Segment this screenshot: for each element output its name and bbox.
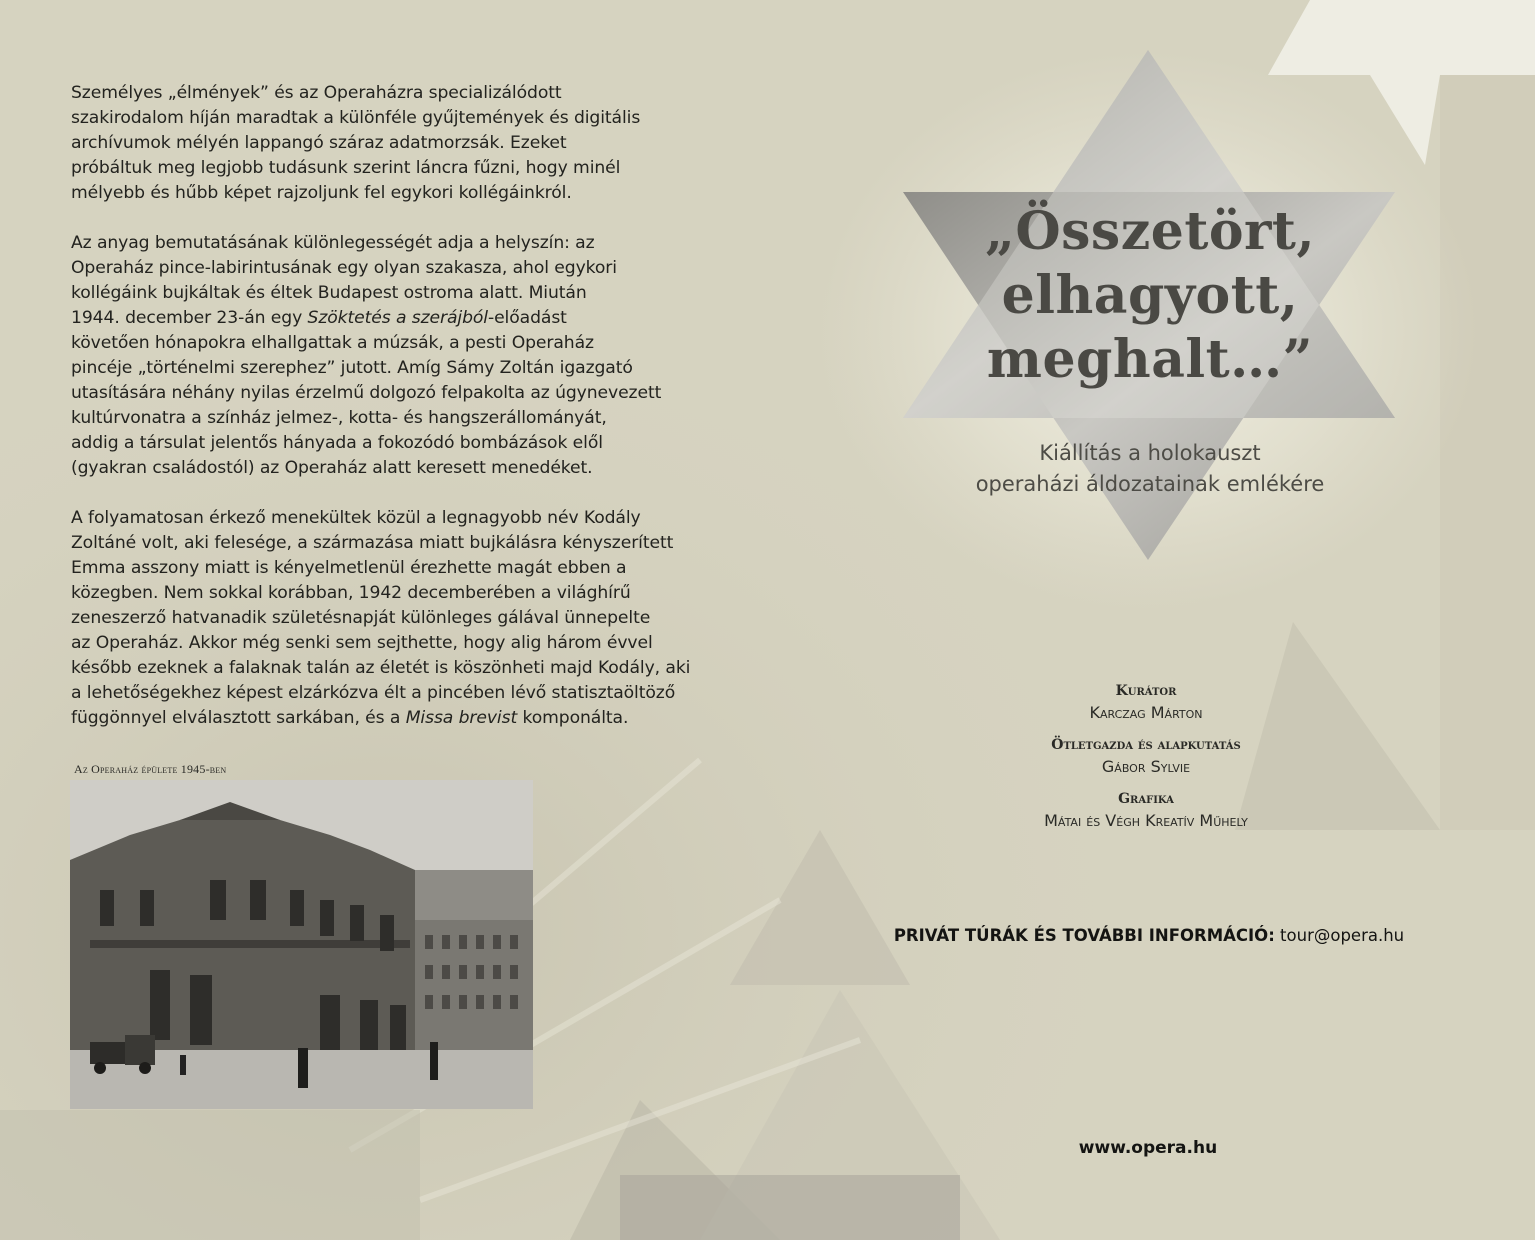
text-line: kollégáink bujkáltak és éltek Budapest ostroma alatt. Miután [71, 283, 587, 303]
exhibition-subtitle [940, 438, 1360, 500]
text-line: mélyebb és hűbb képet rajzoljunk fel egykori kollégáinkról. [71, 183, 572, 203]
intro-text [71, 81, 691, 756]
credit-name: Gábor Sylvie [1101, 757, 1191, 776]
text-fragment: -előadást [487, 308, 567, 328]
text-fragment: 1944. december 23-án egy [71, 308, 308, 328]
paragraph-2 [71, 231, 671, 481]
text-line: később ezeknek a falaknak talán az életét is köszönheti majd Kodály, aki [71, 658, 691, 678]
text-line: szakirodalom híján maradtak a különféle gyűjtemények és digitális [71, 108, 641, 128]
work-title-italic: Missa brevist [405, 708, 518, 728]
text-line [71, 306, 671, 331]
text-line: Operaház pince-labirintusának egy olyan szakasza, ahol egykori [71, 258, 617, 278]
text-line: Az anyag bemutatásának különlegességét adja a helyszín: az [71, 233, 595, 253]
text-line: az Operaház. Akkor még senki sem sejthette, hogy alig három évvel [71, 633, 653, 653]
text-fragment: komponálta. [517, 708, 629, 728]
text-line: archívumok mélyén lappangó száraz adatmorzsák. Ezeket [71, 133, 567, 153]
text-line: A folyamatosan érkező menekültek közül a legnagyobb név Kodály [71, 508, 641, 528]
text-line: a lehetőségekhez képest elzárkózva élt a pincében lévő statisztaöltöző [71, 683, 676, 703]
text-line: (gyakran családostól) az Operaház alatt keresett menedéket. [71, 458, 593, 478]
website-link[interactable]: www.opera.hu [1078, 1138, 1218, 1158]
subtitle-line: operaházi áldozatainak emlékére [975, 472, 1325, 496]
title-line: meghalt…” [986, 329, 1314, 390]
contact-label: PRIVÁT TÚRÁK ÉS TOVÁBBI INFORMÁCIÓ: [893, 926, 1275, 945]
paragraph-3 [71, 506, 691, 731]
subtitle-line: Kiállítás a holokauszt [1039, 441, 1261, 465]
text-line [71, 706, 671, 731]
text-line: Személyes „élmények” és az Operaházra specializálódott [71, 83, 562, 103]
credit-role: Ötletgazda és alapkutatás [1051, 737, 1241, 753]
credit-curator [1000, 680, 1292, 724]
contact-info [890, 926, 1408, 945]
text-line: követően hónapokra elhallgattak a múzsák, a pesti Operaház [71, 333, 594, 353]
text-fragment: függönnyel elválasztott sarkában, és a [71, 708, 406, 728]
credit-role: Kurátor [1115, 683, 1177, 699]
opera-house-photo [70, 780, 533, 1109]
text-line: Emma asszony miatt is kényelmetlenül érezhette magát ebben a [71, 558, 627, 578]
text-line: pincéje „történelmi szerephez” jutott. Amíg Sámy Zoltán igazgató [71, 358, 633, 378]
credit-name: Karczag Márton [1089, 703, 1203, 722]
credit-role: Grafika [1118, 791, 1174, 807]
text-line: zeneszerző hatvanadik születésnapját különleges gálával ünnepelte [71, 608, 651, 628]
credit-research [1000, 734, 1292, 778]
text-line: próbáltuk meg legjobb tudásunk szerint láncra fűzni, hogy minél [71, 158, 621, 178]
credit-name: Mátai és Végh Kreatív Műhely [1044, 811, 1248, 830]
title-line: „Összetört, [984, 201, 1316, 262]
credits-block [1000, 680, 1292, 842]
exhibition-title [950, 200, 1350, 392]
text-line: közegben. Nem sokkal korábban, 1942 decemberében a világhírű [71, 583, 631, 603]
credit-graphics [1000, 788, 1292, 832]
text-line: kultúrvonatra a színház jelmez-, kotta- és hangszerállományát, [71, 408, 607, 428]
paragraph-1 [71, 81, 671, 206]
title-line: elhagyott, [1001, 265, 1299, 326]
photo-caption: Az Operaház épülete 1945-ben [74, 762, 227, 776]
contact-email-link[interactable]: tour@opera.hu [1280, 926, 1405, 945]
opera-title-italic: Szöktetés a szerájból [307, 308, 488, 328]
text-line: utasítására néhány nyilas érzelmű dolgozó felpakolta az úgynevezett [71, 383, 662, 403]
text-line: Zoltáné volt, aki felesége, a származása miatt bujkálásra kényszerített [71, 533, 674, 553]
text-line: addig a társulat jelentős hányada a fokozódó bombázások elől [71, 433, 603, 453]
